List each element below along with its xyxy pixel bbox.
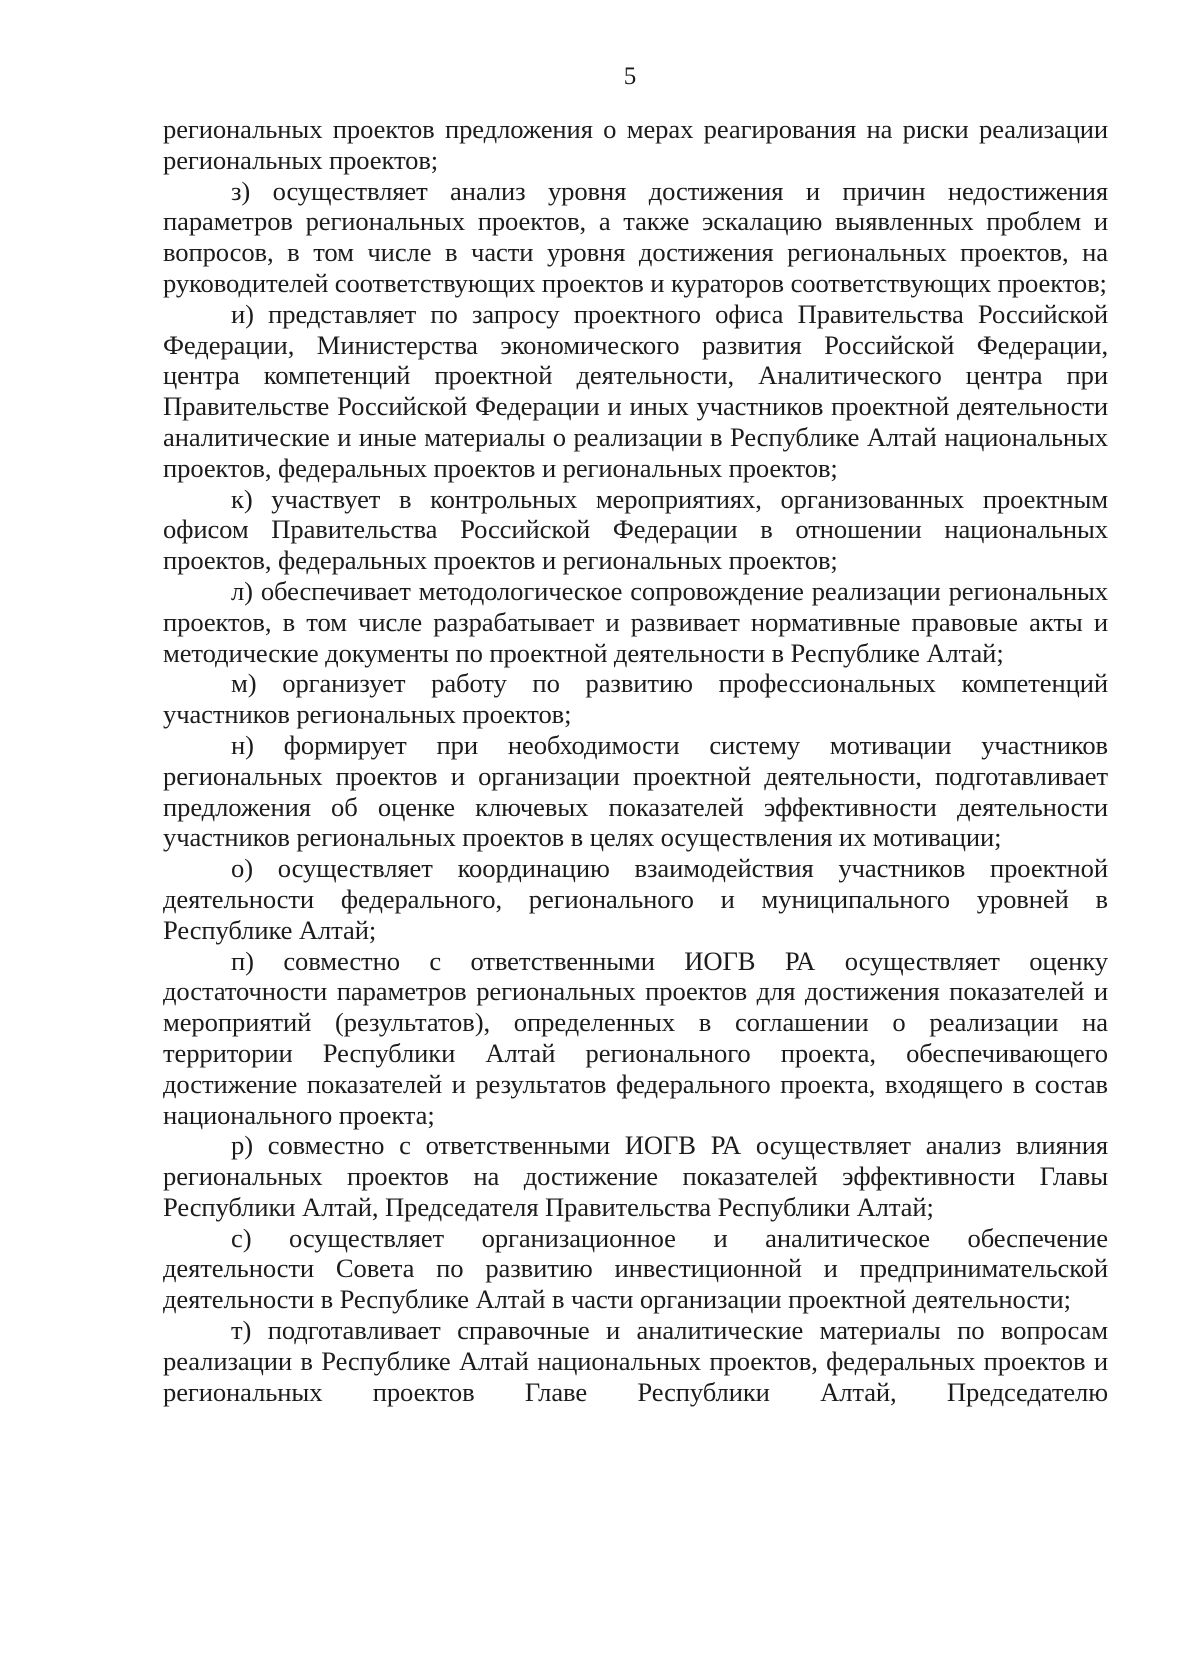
paragraph-item-i: и) представляет по запросу проектного офиса Правительства Российской Федерации, Министерства экономического развития Российской Федерации, центра компетенций проектной деятельности, Аналитического центра при Правительстве Российской Федерации и иных участников проектной деятельности аналитические и иные материалы о реализации в Республике Алтай национальных проектов, федеральных проектов и региональных проектов; (163, 298, 1108, 483)
paragraph-continuation: региональных проектов предложения о мерах реагирования на риски реализации региональных проектов; (163, 114, 1108, 175)
paragraph-item-l: л) обеспечивает методологическое сопровождение реализации региональных проектов, в том числе разрабатывает и развивает нормативные правовые акты и методические документы по проектной деятельности в Республике Алтай; (163, 575, 1108, 668)
document-body (163, 114, 1108, 1407)
paragraph-item-p: п) совместно с ответственными ИОГВ РА осуществляет оценку достаточности параметров региональных проектов для достижения показателей и мероприятий (результатов), определенных в соглашении о реализации на территории Республики Алтай регионального проекта, обеспечивающего достижение показателей и результатов федерального проекта, входящего в состав национального проекта; (163, 945, 1108, 1130)
paragraph-item-k: к) участвует в контрольных мероприятиях, организованных проектным офисом Правительства Российской Федерации в отношении национальных проектов, федеральных проектов и региональных проектов; (163, 483, 1108, 576)
paragraph-item-o: о) осуществляет координацию взаимодействия участников проектной деятельности федерального, регионального и муниципального уровней в Республике Алтай; (163, 853, 1108, 945)
paragraph-item-m: м) организует работу по развитию профессиональных компетенций участников региональных проектов; (163, 668, 1108, 730)
paragraph-item-n: н) формирует при необходимости систему мотивации участников региональных проектов и организации проектной деятельности, подготавливает предложения об оценке ключевых показателей эффективности деятельности участников региональных проектов в целях осуществления их мотивации; (163, 729, 1108, 853)
paragraph-item-z: з) осуществляет анализ уровня достижения и причин недостижения параметров региональных проектов, а также эскалацию выявленных проблем и вопросов, в том числе в части уровня достижения региональных проектов, на руководителей соответствующих проектов и кураторов соответствующих проектов; (163, 175, 1108, 298)
paragraph-item-s: с) осуществляет организационное и аналитическое обеспечение деятельности Совета по развитию инвестиционной и предпринимательской деятельности в Республике Алтай в части организации проектной деятельности; (163, 1222, 1108, 1315)
paragraph-item-r: р) совместно с ответственными ИОГВ РА осуществляет анализ влияния региональных проектов на достижение показателей эффективности Главы Республики Алтай, Председателя Правительства Республики Алтай; (163, 1130, 1108, 1222)
paragraph-item-t: т) подготавливает справочные и аналитические материалы по вопросам реализации в Республике Алтай национальных проектов, федеральных проектов и региональных проектов Главе Республики Алтай, Председателю (163, 1315, 1108, 1407)
page-number: 5 (623, 63, 637, 90)
